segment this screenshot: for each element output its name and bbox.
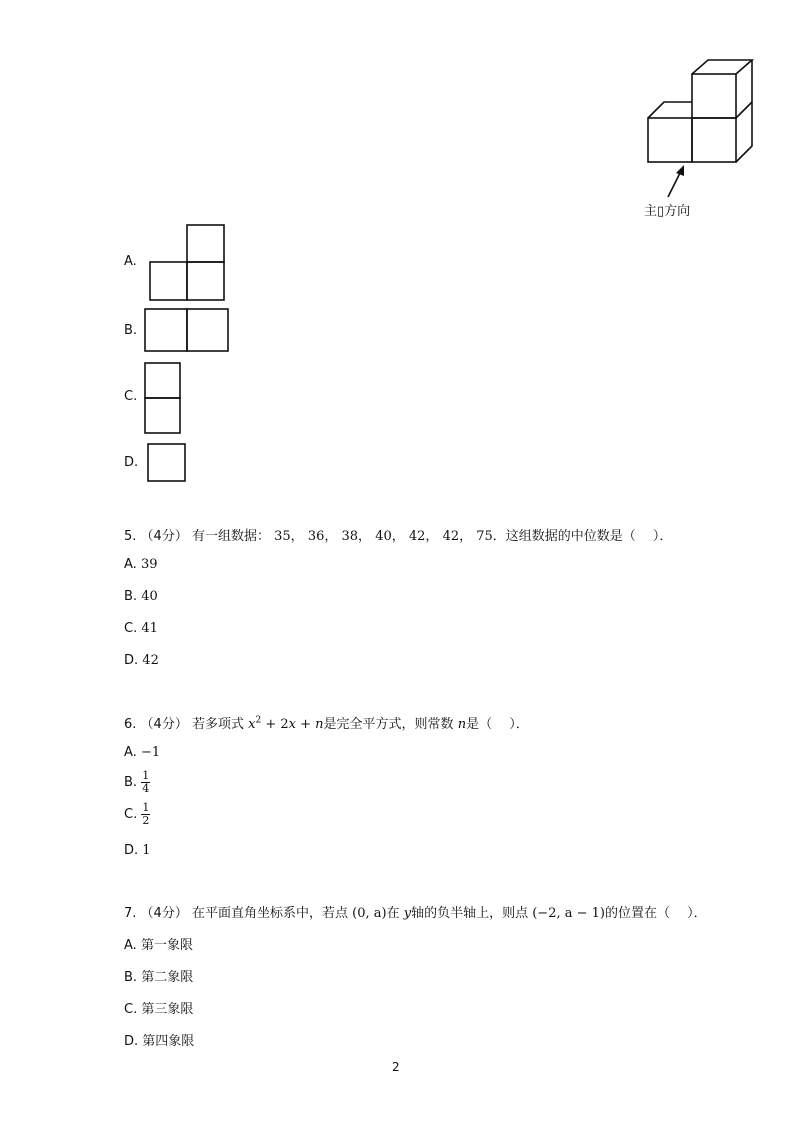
fraction: [141, 770, 150, 795]
option-value: 第二象限: [141, 970, 194, 985]
q5-data-7: 75: [476, 529, 493, 544]
option-label: C.: [124, 621, 138, 636]
q6-number: 6.: [124, 717, 137, 732]
q7-stem-post: 的位置在（ ）．: [605, 906, 707, 921]
q6-polynomial: $x^2 + 2x + n$: [248, 715, 324, 732]
option-value: 39: [140, 557, 158, 572]
q7-stem-mid2: 轴的负半轴上，则点: [411, 906, 529, 921]
fraction-numerator: 1: [142, 801, 150, 814]
q7-option-c: [124, 998, 193, 1017]
option-label: C.: [124, 807, 138, 822]
option-label: D.: [124, 653, 139, 668]
option-label: B.: [124, 775, 138, 790]
q5-data-6: 42: [442, 529, 460, 544]
option-value: 第三象限: [141, 1002, 194, 1017]
q5-data-4: 40: [375, 529, 392, 544]
q7-option-d: [124, 1030, 194, 1049]
q4-option-d-label: D.: [124, 455, 139, 470]
q5-stem-text: 有一组数据：: [191, 529, 270, 544]
option-label: B.: [124, 589, 138, 604]
q6-option-c: [124, 802, 150, 827]
q4-option-c-figure: [144, 362, 184, 436]
option-value: 1: [142, 843, 151, 858]
option-label: B.: [124, 970, 138, 985]
q5-data-3: 38: [341, 529, 359, 544]
fraction: [141, 802, 150, 827]
q7-stem-mid: 在: [386, 906, 400, 921]
option-label: D.: [124, 1034, 139, 1049]
q6-option-a: [124, 745, 160, 760]
q4-option-a-label: A.: [124, 254, 137, 269]
q5-option-d: [124, 653, 159, 668]
option-label: D.: [124, 843, 139, 858]
q5-data-5: 42: [408, 529, 426, 544]
q5-option-a: [124, 557, 157, 572]
q6-var-n: n: [457, 717, 467, 732]
main-view-label: 主▯方向: [644, 204, 691, 219]
fraction-denominator: 2: [142, 814, 150, 827]
q4-option-a-figure: [148, 224, 228, 304]
fraction-denominator: 4: [142, 782, 150, 795]
page-number: 2: [392, 1060, 400, 1074]
q7-axis: y: [403, 906, 412, 921]
cube-figure: [640, 55, 760, 175]
q6-stem-post: 是（ ）．: [466, 717, 529, 732]
q5-option-b: [124, 589, 158, 604]
q6-option-d: [124, 843, 151, 858]
q6-stem-mid: 是完全平方式，则常数: [323, 717, 454, 732]
q7-number: 7.: [124, 906, 137, 921]
q7-stem-pre: 在平面直角坐标系中，若点: [191, 906, 348, 921]
q6-stem-pre: 若多项式: [191, 717, 244, 732]
option-label: A.: [124, 938, 137, 953]
option-label: C.: [124, 1002, 138, 1017]
q4-option-c-label: C.: [124, 389, 138, 404]
view-direction-arrow: [664, 165, 688, 201]
q5-data-1: 35: [274, 529, 291, 544]
option-value: −1: [140, 745, 161, 760]
option-value: 41: [141, 621, 158, 636]
q4-option-b-figure: [144, 308, 230, 354]
q7-point1: (0, a): [352, 906, 387, 921]
q7-option-b: [124, 966, 193, 985]
q5-stem: 5. （4分） 有一组数据： 35， 36， 38， 40， 42， 42， 75．这组数据的中位数是（ ）．: [124, 529, 673, 544]
q7-stem: [124, 902, 707, 921]
fraction-numerator: 1: [142, 769, 150, 782]
q5-option-c: [124, 621, 158, 636]
option-value: 第一象限: [140, 938, 193, 953]
option-value: 第四象限: [142, 1034, 195, 1049]
q6-option-b: [124, 770, 150, 795]
q7-option-a: [124, 934, 193, 953]
q5-points: （4分）: [140, 529, 188, 544]
q4-option-b-label: B.: [124, 323, 138, 338]
q5-tail: ．这组数据的中位数是（ ）．: [492, 529, 673, 544]
q6-points: （4分）: [140, 717, 188, 732]
option-value: 40: [141, 589, 158, 604]
q5-data-2: 36: [307, 529, 325, 544]
q7-point2: (−2, a − 1): [532, 906, 605, 921]
option-label: A.: [124, 557, 137, 572]
option-label: A.: [124, 745, 137, 760]
q4-option-d-figure: [147, 443, 189, 485]
option-value: 42: [142, 653, 159, 668]
q7-points: （4分）: [140, 906, 188, 921]
q5-number: 5.: [124, 529, 137, 544]
q6-stem: [124, 713, 529, 732]
